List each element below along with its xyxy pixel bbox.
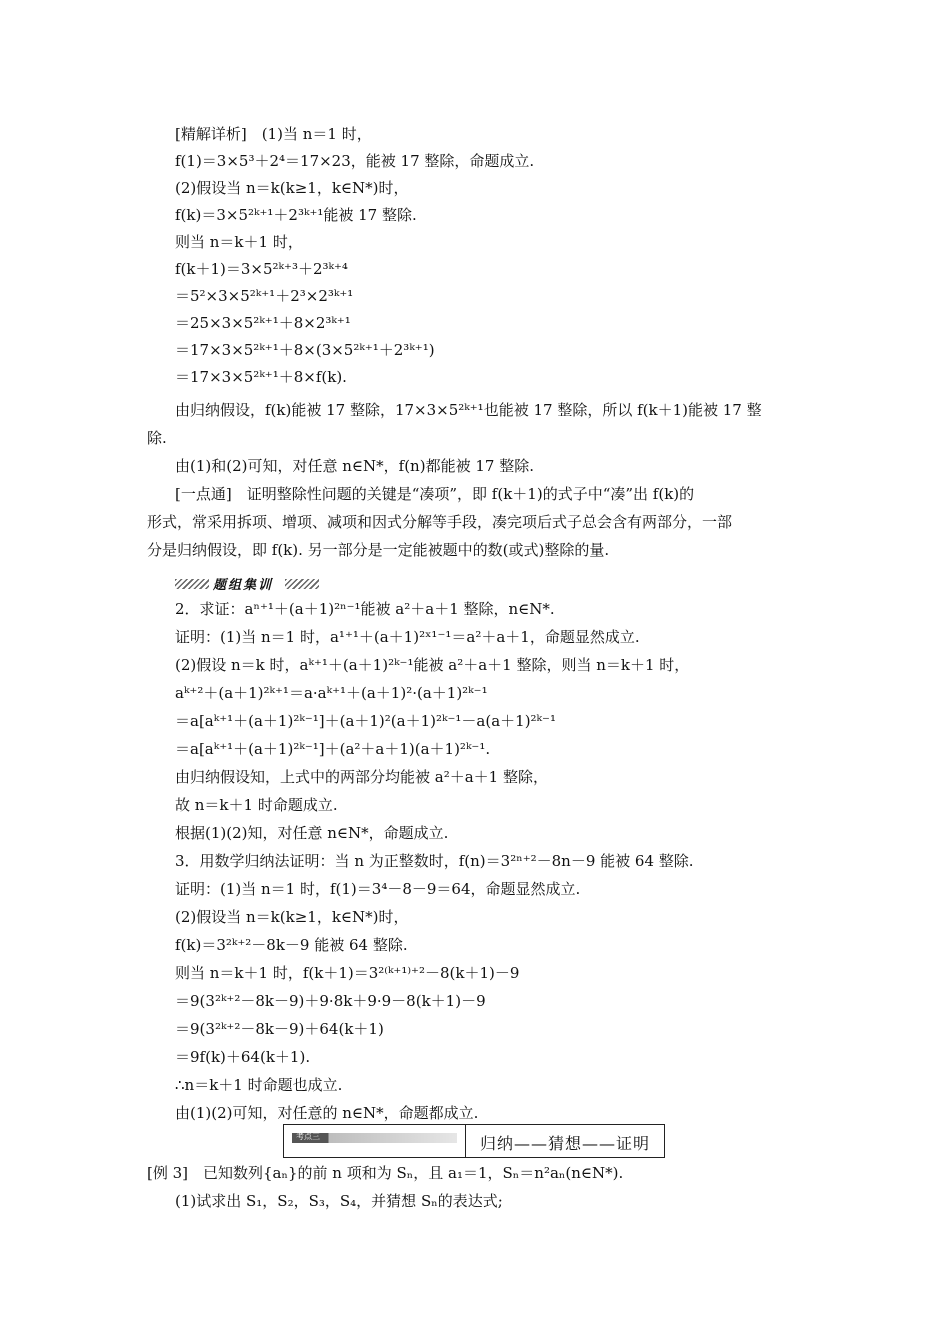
text-line: ＝25×3×5²ᵏ⁺¹＋8×2³ᵏ⁺¹ <box>175 314 351 332</box>
text-line: 3．用数学归纳法证明：当 n 为正整数时，f(n)＝3²ⁿ⁺²－8n－9 能被 64 整除. <box>175 852 694 870</box>
text-line: [例 3] 已知数列{aₙ}的前 n 项和为 Sₙ，且 a₁＝1，Sₙ＝n²aₙ(n∈N*). <box>147 1164 624 1182</box>
text-line: ＝9f(k)＋64(k＋1). <box>175 1048 311 1066</box>
text-line: (2)假设当 n＝k(k≥1，k∈N*)时， <box>175 908 409 926</box>
text-line: 则当 n＝k＋1 时，f(k＋1)＝3²⁽ᵏ⁺¹⁾⁺²－8(k＋1)－9 <box>175 964 520 982</box>
text-line: 形式，常采用拆项、增项、减项和因式分解等手段，凑完项后式子总会含有两部分，一部 <box>147 513 733 531</box>
text-line: 由归纳假设知，上式中的两部分均能被 a²＋a＋1 整除， <box>175 768 548 786</box>
hatch-decoration <box>175 579 209 589</box>
section-title-box <box>283 1124 665 1158</box>
text-line: ＝9(3²ᵏ⁺²－8k－9)＋9·8k＋9·9－8(k＋1)－9 <box>175 992 486 1010</box>
section-tag: 考点三 <box>292 1133 457 1143</box>
text-line: (1)试求出 S₁，S₂，S₃，S₄，并猜想 Sₙ的表达式; <box>175 1192 503 1210</box>
divider <box>465 1125 466 1157</box>
text-line: 除. <box>147 429 167 447</box>
text-line: ＝a[aᵏ⁺¹＋(a＋1)²ᵏ⁻¹]＋(a²＋a＋1)(a＋1)²ᵏ⁻¹. <box>175 740 491 758</box>
text-line: ＝a[aᵏ⁺¹＋(a＋1)²ᵏ⁻¹]＋(a＋1)²(a＋1)²ᵏ⁻¹－a(a＋1)²ᵏ⁻¹ <box>175 712 556 730</box>
text-line: ∴n＝k＋1 时命题也成立. <box>175 1076 343 1094</box>
text-line: aᵏ⁺²＋(a＋1)²ᵏ⁺¹＝a·aᵏ⁺¹＋(a＋1)²·(a＋1)²ᵏ⁻¹ <box>175 684 488 702</box>
text-line: 由(1)和(2)可知，对任意 n∈N*，f(n)都能被 17 整除. <box>175 457 534 475</box>
text-line: 则当 n＝k＋1 时， <box>175 233 303 251</box>
text-line: 根据(1)(2)知，对任意 n∈N*，命题成立. <box>175 824 449 842</box>
text-line: 2．求证：aⁿ⁺¹＋(a＋1)²ⁿ⁻¹能被 a²＋a＋1 整除，n∈N*. <box>175 600 555 618</box>
text-line: 故 n＝k＋1 时命题成立. <box>175 796 338 814</box>
banner-label: 题组集训 <box>213 578 274 593</box>
text-line: f(k)＝3²ᵏ⁺²－8k－9 能被 64 整除. <box>175 936 408 954</box>
text-line: 证明：(1)当 n＝1 时，f(1)＝3⁴－8－9＝64，命题显然成立. <box>175 880 581 898</box>
text-line: (2)假设当 n＝k(k≥1，k∈N*)时， <box>175 179 409 197</box>
text-line: [精解详析] (1)当 n＝1 时， <box>175 125 372 143</box>
text-line: ＝5²×3×5²ᵏ⁺¹＋2³×2³ᵏ⁺¹ <box>175 287 354 305</box>
section-title: 归纳——猜想——证明 <box>480 1134 651 1153</box>
text-line: ＝9(3²ᵏ⁺²－8k－9)＋64(k＋1) <box>175 1020 384 1038</box>
text-line: ＝17×3×5²ᵏ⁺¹＋8×f(k). <box>175 368 347 386</box>
hatch-decoration <box>285 579 319 589</box>
text-line: f(k)＝3×5²ᵏ⁺¹＋2³ᵏ⁺¹能被 17 整除. <box>175 206 417 224</box>
text-line: 由(1)(2)可知，对任意的 n∈N*，命题都成立. <box>175 1104 479 1122</box>
text-line: 由归纳假设，f(k)能被 17 整除，17×3×5²ᵏ⁺¹也能被 17 整除，所以 f(k＋1)能被 17 整 <box>175 401 762 419</box>
text-line: 分是归纳假设，即 f(k). 另一部分是一定能被题中的数(或式)整除的量. <box>147 541 610 559</box>
text-line: (2)假设 n＝k 时，aᵏ⁺¹＋(a＋1)²ᵏ⁻¹能被 a²＋a＋1 整除，则当 n＝k＋1 时， <box>175 656 690 674</box>
text-line: ＝17×3×5²ᵏ⁺¹＋8×(3×5²ᵏ⁺¹＋2³ᵏ⁺¹) <box>175 341 435 359</box>
text-line: [一点通] 证明整除性问题的关键是“凑项”，即 f(k＋1)的式子中“凑”出 f(k)的 <box>175 485 695 503</box>
text-line: 证明：(1)当 n＝1 时，a¹⁺¹＋(a＋1)²ˣ¹⁻¹＝a²＋a＋1，命题显然成立. <box>175 628 640 646</box>
text-line: f(1)＝3×5³＋2⁴＝17×23，能被 17 整除，命题成立. <box>175 152 535 170</box>
section-banner <box>175 576 325 592</box>
text-line: f(k＋1)＝3×5²ᵏ⁺³＋2³ᵏ⁺⁴ <box>175 260 348 278</box>
